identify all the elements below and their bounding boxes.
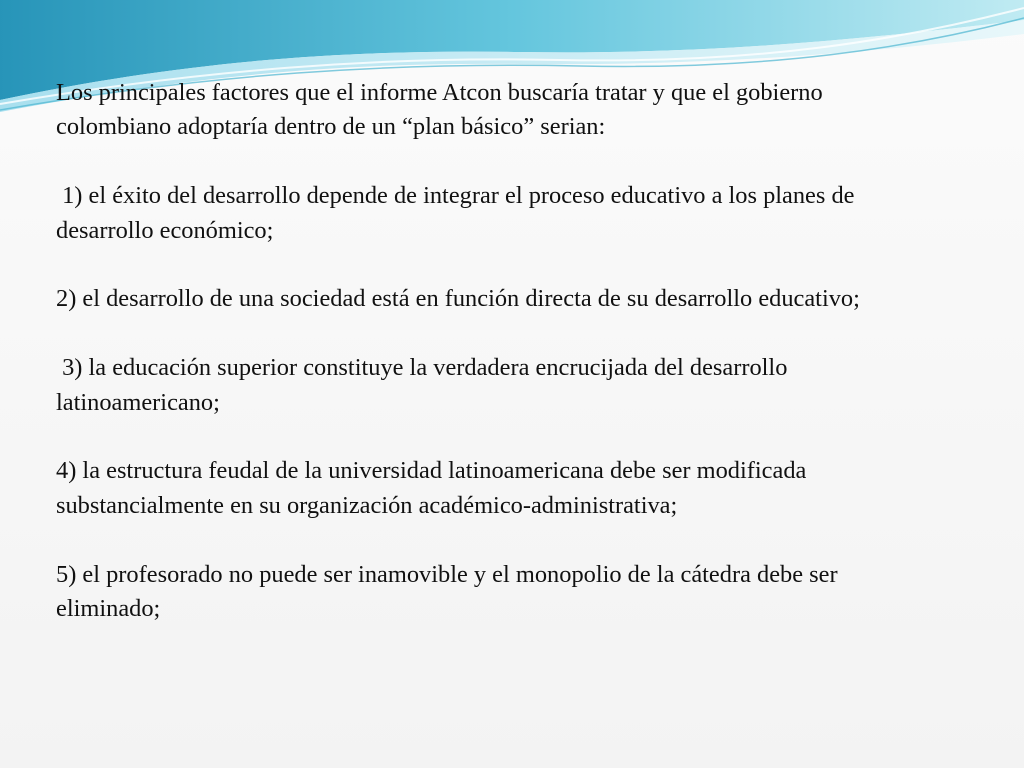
intro-paragraph: Los principales factores que el informe Atcon buscaría tratar y que el gobierno colombiano adoptaría dentro de un “plan básico” serian: [56,79,829,141]
point-4: 4) la estructura feudal de la universidad latinoamericana debe ser modificada substancialmente en su organización académico-administrativa; [56,457,813,519]
point-3: 3) la educación superior constituye la verdadera encrucijada del desarrollo latinoamericano; [56,354,794,416]
point-5: 5) el profesorado no puede ser inamovible y el monopolio de la cátedra debe ser eliminado; [56,560,844,623]
point-2: 2) el desarrollo de una sociedad está en función directa de su desarrollo educativo; [56,285,860,313]
point-1: 1) el éxito del desarrollo depende de integrar el proceso educativo a los planes de desarrollo económico; [56,182,861,244]
slide-body [56,76,936,626]
